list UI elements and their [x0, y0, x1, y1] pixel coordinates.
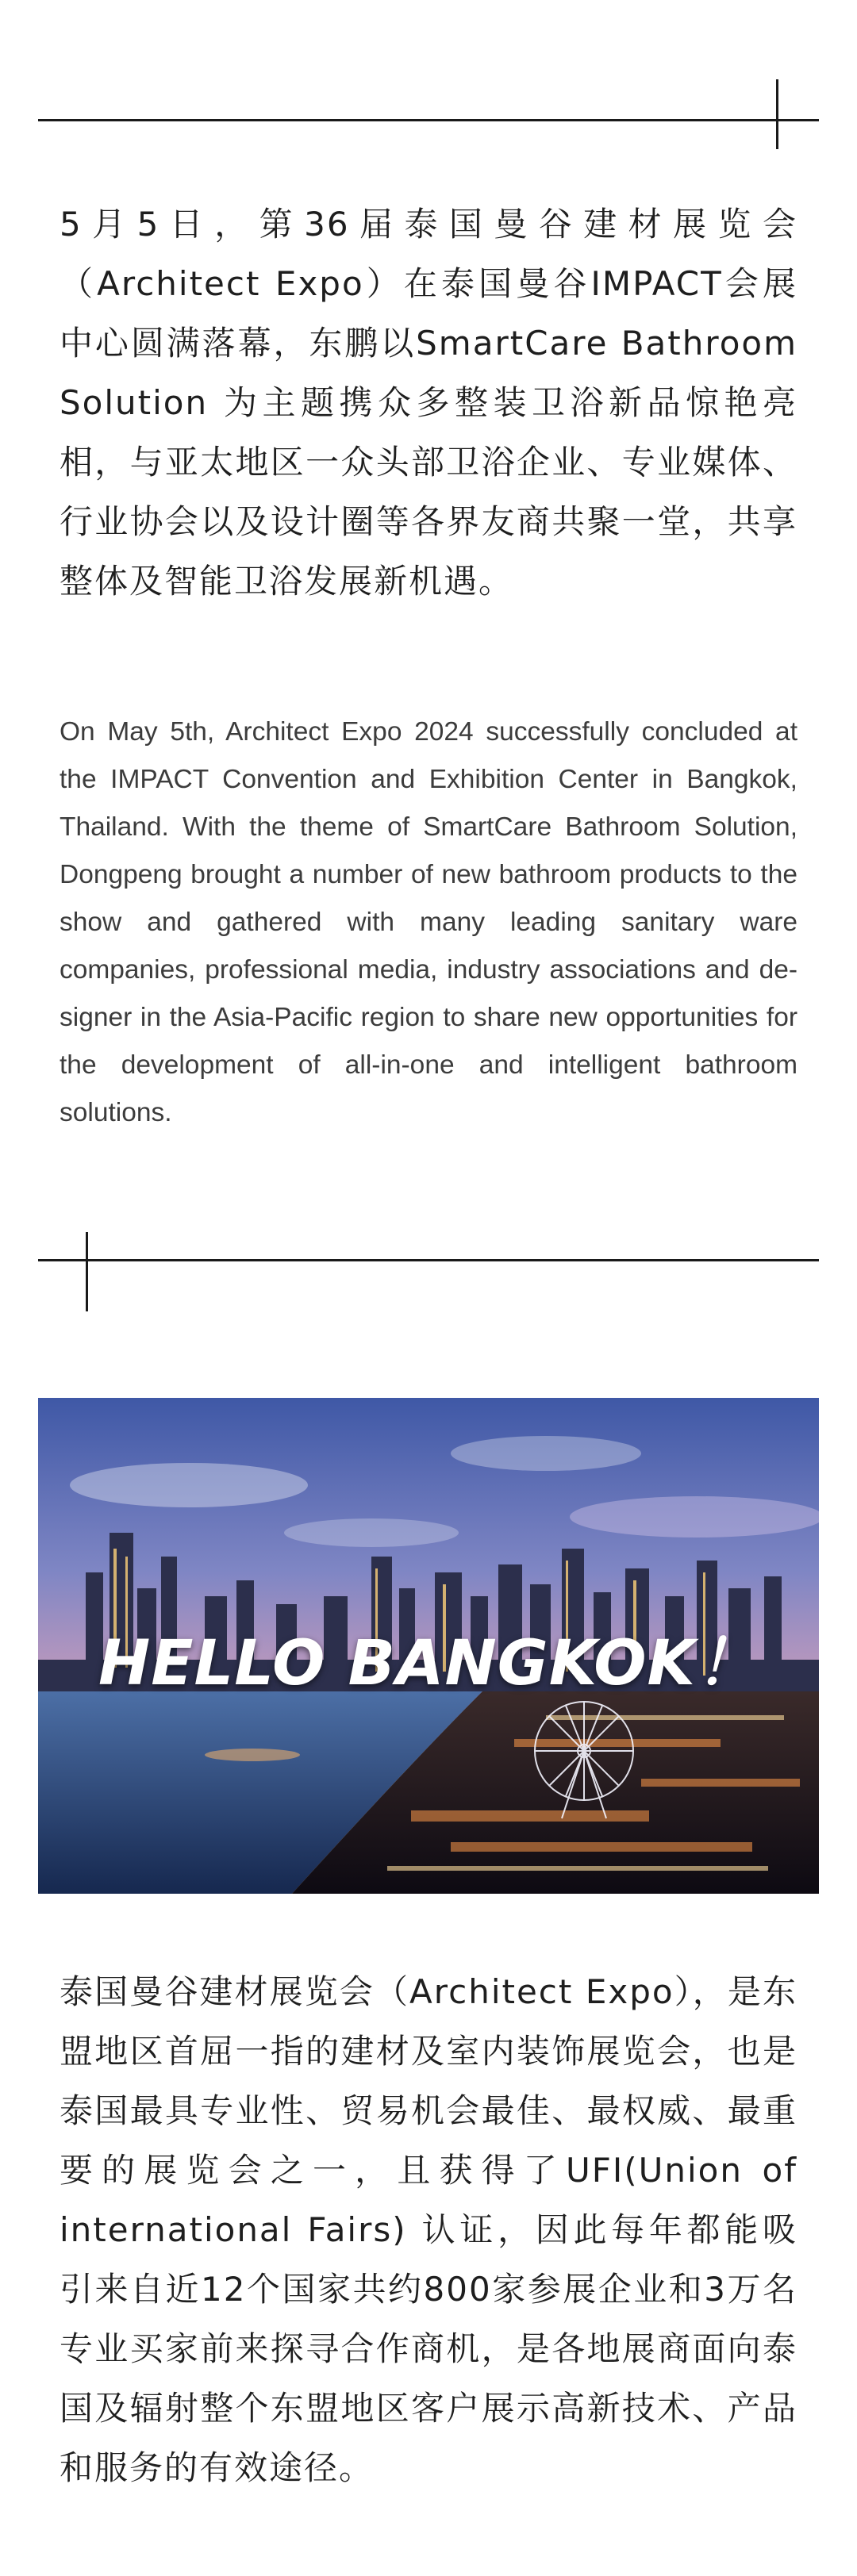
middle-divider-line — [38, 1259, 819, 1261]
banner-headline: HELLO BANGKOK！ — [98, 1628, 759, 1699]
middle-divider-tick — [86, 1232, 88, 1311]
top-divider-tick — [776, 79, 778, 149]
intro-paragraph-cn: 5月5日，第36届泰国曼谷建材展览会（Architect Expo）在泰国曼谷IMPACT会展中心圆满落幕，东鹏以SmartCare Bathroom Solution 为主题携众多整装卫浴新品惊艳亮相，与亚太地区一众头部卫浴企业、专业媒体、行业协会以及设计圈等各界友商共聚一堂，共享整体及智能卫浴发展新机遇。 — [60, 205, 797, 601]
bangkok-skyline-banner — [38, 1398, 819, 1894]
intro-paragraph-en: On May 5th, Architect Expo 2024 successfully concluded at the IMPACT Convention and Exhibition Center in Bangkok, Thailand. With the theme of SmartCare Bathroom Solution, Dongpeng brought a number of new bathroom products to the show and gathered with many leading sanitary ware companies, professional media, industry associations and designer in the Asia-Pacific region to share new opportunities for the development of all-in-one and intelligent bathroom solutions. — [60, 717, 797, 1127]
top-divider-line — [38, 119, 819, 121]
body-paragraph-cn: 泰国曼谷建材展览会（Architect Expo），是东盟地区首屈一指的建材及室内装饰展览会，也是泰国最具专业性、贸易机会最佳、最权威、最重要的展览会之一，且获得了UFI(Union of international Fairs) 认证，因此每年都能吸引来自近12个国家共约800家参展企业和3万名专业买家前来探寻合作商机，是各地展商面向泰国及辐射整个东盟地区客户展示高新技术、产品和服务的有效途径。 — [60, 1972, 797, 2487]
